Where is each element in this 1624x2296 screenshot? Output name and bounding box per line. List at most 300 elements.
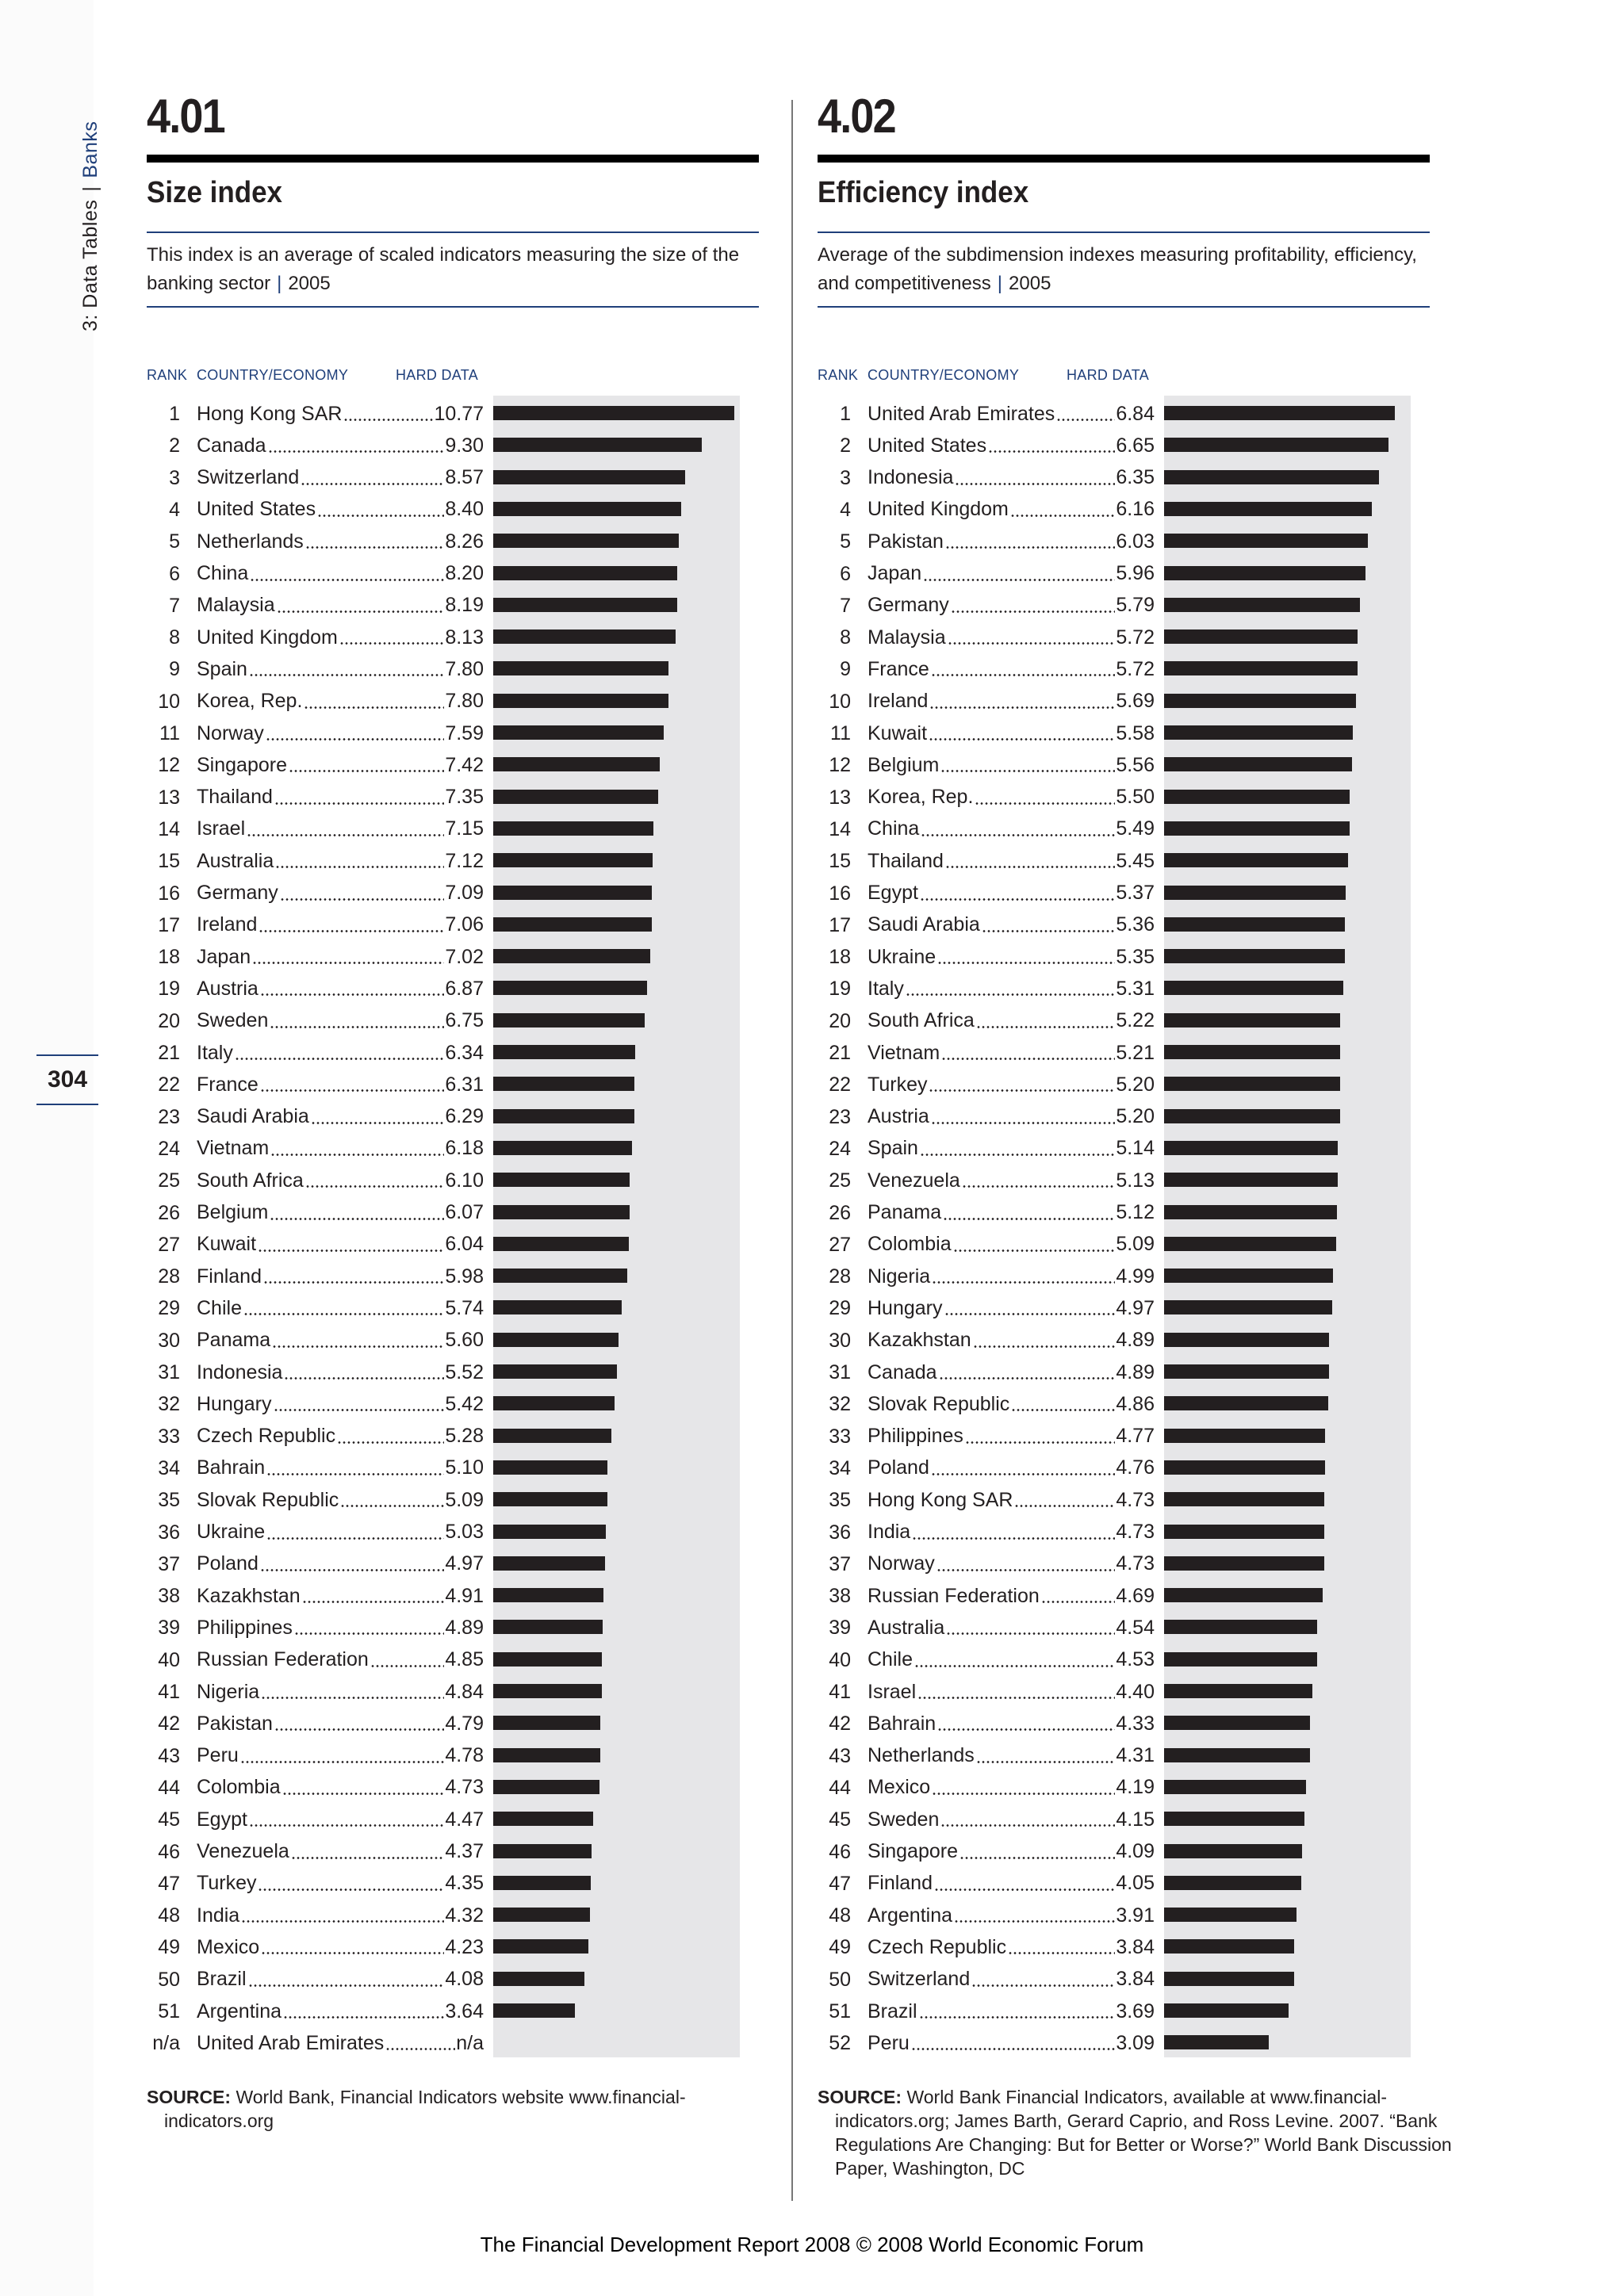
dot-leader <box>929 1089 1115 1092</box>
table-row <box>818 2027 1430 2059</box>
hard-data-value: 8.26 <box>445 530 484 553</box>
country-name: South Africa <box>197 1169 304 1192</box>
table-row <box>818 1931 1430 1963</box>
table-row <box>818 462 1430 494</box>
value-bar <box>1164 917 1345 932</box>
country-value-cell <box>197 398 484 430</box>
country-value-cell <box>197 2027 484 2059</box>
country-name: Mexico <box>868 1776 931 1799</box>
value-bar <box>493 1460 607 1475</box>
country-name: United Arab Emirates <box>868 402 1055 425</box>
value-bar <box>1164 629 1358 644</box>
hard-data-value: 4.85 <box>445 1648 484 1671</box>
hard-data-value: 4.73 <box>445 1776 484 1799</box>
value-bar <box>1164 2003 1289 2018</box>
country-value-cell <box>868 398 1155 430</box>
country-value-cell <box>868 526 1155 557</box>
value-bar <box>1164 1364 1329 1379</box>
table-row <box>818 941 1430 973</box>
country-value-cell <box>197 1452 484 1484</box>
country-value-cell <box>868 1069 1155 1100</box>
country-value-cell <box>868 430 1155 461</box>
header-country: COUNTRY/ECONOMY <box>197 367 349 383</box>
hard-data-value: 4.53 <box>1116 1648 1155 1671</box>
country-value-cell <box>197 1133 484 1165</box>
rank-cell: 48 <box>158 1904 180 1927</box>
hard-data-value: 5.45 <box>1116 849 1155 872</box>
country-name: Czech Republic <box>197 1425 336 1448</box>
country-value-cell <box>868 1165 1155 1196</box>
table-row <box>818 718 1430 749</box>
table-row <box>818 653 1430 685</box>
country-name: United Kingdom <box>197 626 338 649</box>
table-row <box>147 1325 759 1357</box>
hard-data-value: 3.09 <box>1116 2031 1155 2054</box>
value-bar <box>1164 1141 1338 1155</box>
country-name: Belgium <box>868 753 940 776</box>
description-rule <box>818 306 1430 308</box>
margin-strip <box>0 0 94 2296</box>
dot-leader <box>945 546 1115 549</box>
country-value-cell <box>868 558 1155 590</box>
rank-cell: 19 <box>158 978 180 1001</box>
country-name: Canada <box>197 434 266 457</box>
rank-cell: 46 <box>158 1840 180 1863</box>
rank-cell: 43 <box>158 1744 180 1767</box>
value-bar <box>493 1333 619 1347</box>
country-name: Israel <box>868 1680 917 1703</box>
country-value-cell <box>868 718 1155 749</box>
dot-leader <box>261 1952 444 1954</box>
table-row <box>147 1005 759 1037</box>
table-row <box>818 1261 1430 1292</box>
value-bar <box>493 1364 617 1379</box>
country-value-cell <box>868 1548 1155 1580</box>
rank-cell: 2 <box>169 434 180 457</box>
hard-data-value: 7.35 <box>445 786 484 809</box>
country-value-cell <box>868 1133 1155 1165</box>
dot-leader <box>939 1377 1116 1380</box>
country-value-cell <box>868 1101 1155 1133</box>
country-name: Singapore <box>197 753 287 776</box>
dot-leader <box>317 515 444 517</box>
table-row <box>818 782 1430 813</box>
country-value-cell <box>197 1772 484 1804</box>
hard-data-value: 8.40 <box>445 498 484 521</box>
dot-leader <box>929 738 1115 740</box>
rank-cell: 25 <box>158 1169 180 1192</box>
table-number: 4.01 <box>147 90 224 143</box>
rank-cell: 23 <box>829 1105 851 1128</box>
value-bar <box>1164 1588 1323 1602</box>
table-row <box>147 1197 759 1229</box>
country-value-cell <box>197 494 484 526</box>
country-value-cell <box>197 1357 484 1388</box>
country-value-cell <box>197 973 484 1004</box>
country-value-cell <box>868 2027 1155 2059</box>
value-bar <box>493 790 658 804</box>
table-row <box>147 973 759 1004</box>
country-value-cell <box>868 782 1155 813</box>
table-row <box>147 398 759 430</box>
rank-cell: 14 <box>829 817 851 840</box>
dot-leader <box>921 834 1115 836</box>
country-name: Bahrain <box>868 1712 936 1735</box>
country-name: Indonesia <box>868 466 954 489</box>
value-bar <box>493 1045 635 1059</box>
description-text: Average of the subdimension indexes measuring profitability, efficiency, and competitiveness <box>818 244 1417 294</box>
value-bar <box>1164 1173 1338 1187</box>
country-value-cell <box>197 1964 484 1996</box>
table-row <box>818 1388 1430 1420</box>
rank-cell: 34 <box>158 1456 180 1479</box>
table-row <box>147 1165 759 1196</box>
value-bar <box>493 1684 602 1698</box>
country-name: Turkey <box>197 1872 257 1895</box>
hard-data-value: 7.15 <box>445 817 484 840</box>
dot-leader <box>249 1824 444 1827</box>
table-row <box>818 1644 1430 1676</box>
dot-leader <box>289 770 444 772</box>
hard-data-value: 7.80 <box>445 690 484 713</box>
country-name: Colombia <box>868 1233 952 1256</box>
dot-leader <box>282 1793 445 1795</box>
dot-leader <box>1011 1409 1115 1411</box>
table-row <box>147 718 759 749</box>
value-bar <box>493 661 668 675</box>
table-row <box>147 909 759 941</box>
country-value-cell <box>197 845 484 877</box>
rank-cell: 18 <box>158 946 180 969</box>
section-name: 3: Data Tables <box>79 199 102 331</box>
dot-leader <box>260 1569 444 1571</box>
value-bar <box>493 1748 600 1762</box>
rank-cell: 4 <box>169 498 180 521</box>
rank-cell: 21 <box>829 1042 851 1064</box>
country-value-cell <box>197 1037 484 1069</box>
country-name: Hungary <box>197 1392 272 1415</box>
country-value-cell <box>868 1644 1155 1676</box>
country-value-cell <box>868 941 1155 973</box>
dot-leader <box>302 1601 445 1603</box>
country-value-cell <box>868 1325 1155 1357</box>
table-row <box>147 1644 759 1676</box>
value-bar <box>1164 821 1350 836</box>
country-value-cell <box>197 1388 484 1420</box>
dot-leader <box>370 1665 445 1667</box>
hard-data-value: 4.78 <box>445 1744 484 1767</box>
rank-cell: 50 <box>829 1968 851 1991</box>
value-bar <box>493 1013 645 1027</box>
table-row <box>818 1229 1430 1261</box>
dot-leader <box>294 1632 444 1635</box>
table-row <box>147 558 759 590</box>
country-name: Brazil <box>197 1968 247 1991</box>
country-value-cell <box>868 1452 1155 1484</box>
table-row <box>818 1005 1430 1037</box>
country-value-cell <box>197 1229 484 1261</box>
value-bar <box>1164 1620 1317 1634</box>
value-bar <box>1164 438 1388 452</box>
table-row <box>818 813 1430 845</box>
hard-data-value: 5.72 <box>1116 657 1155 680</box>
country-value-cell <box>197 622 484 653</box>
dot-leader <box>252 962 444 964</box>
country-name: United Kingdom <box>868 498 1009 521</box>
country-value-cell <box>868 1740 1155 1772</box>
value-bar <box>493 981 647 995</box>
hard-data-value: 5.42 <box>445 1392 484 1415</box>
dot-leader <box>973 1345 1116 1348</box>
dot-leader <box>311 1122 445 1124</box>
rank-cell: 33 <box>829 1425 851 1448</box>
country-name: Australia <box>868 1616 945 1639</box>
hard-data-value: 4.79 <box>445 1712 484 1735</box>
rank-cell: 27 <box>829 1233 851 1256</box>
hard-data-value: 7.42 <box>445 753 484 776</box>
dot-leader <box>270 1026 444 1028</box>
value-bar <box>493 470 685 484</box>
table-row <box>147 653 759 685</box>
table-row <box>818 1548 1430 1580</box>
country-name: Venezuela <box>197 1840 289 1862</box>
dot-leader <box>923 579 1115 581</box>
rank-cell: 16 <box>158 882 180 905</box>
country-name: Slovak Republic <box>197 1488 339 1511</box>
hard-data-value: 6.84 <box>1116 402 1155 425</box>
country-value-cell <box>868 1292 1155 1324</box>
country-value-cell <box>197 653 484 685</box>
country-value-cell <box>197 813 484 845</box>
country-value-cell <box>197 1325 484 1357</box>
rank-cell: 31 <box>158 1361 180 1383</box>
section-separator: | <box>79 186 102 192</box>
source-text: World Bank, Financial Indicators website www.financial-indicators.org <box>164 2087 686 2131</box>
rank-cell: 49 <box>158 1936 180 1959</box>
table-row <box>147 1517 759 1548</box>
country-name: Vietnam <box>197 1137 270 1160</box>
rank-cell: 18 <box>829 946 851 969</box>
country-name: Ukraine <box>197 1521 266 1543</box>
value-bar <box>493 1939 588 1954</box>
rank-cell: 40 <box>829 1648 851 1671</box>
value-bar <box>493 949 650 963</box>
hard-data-value: 6.04 <box>445 1233 484 1256</box>
country-name: Korea, Rep. <box>197 690 303 713</box>
country-value-cell <box>868 1996 1155 2027</box>
country-value-cell <box>197 1804 484 1835</box>
table-row <box>147 1708 759 1739</box>
rank-cell: 37 <box>829 1552 851 1575</box>
rank-cell: 25 <box>829 1169 851 1192</box>
hard-data-value: 4.23 <box>445 1935 484 1958</box>
hard-data-value: 4.86 <box>1116 1392 1155 1415</box>
hard-data-value: 4.33 <box>1116 1712 1155 1735</box>
country-value-cell <box>197 1644 484 1676</box>
header-hard-data: HARD DATA <box>1067 367 1150 383</box>
hard-data-value: 4.77 <box>1116 1425 1155 1448</box>
country-value-cell <box>868 1804 1155 1835</box>
country-name: Slovak Republic <box>868 1392 1010 1415</box>
dot-leader <box>274 1409 445 1411</box>
source-label: SOURCE: <box>818 2087 902 2107</box>
dot-leader <box>258 1249 444 1252</box>
country-name: Russian Federation <box>197 1648 369 1671</box>
country-value-cell <box>868 1676 1155 1708</box>
dot-leader <box>249 674 444 676</box>
hard-data-value: 4.89 <box>445 1616 484 1639</box>
table-row <box>818 1325 1430 1357</box>
country-name: France <box>197 1073 259 1096</box>
country-value-cell <box>868 1708 1155 1739</box>
rank-cell: 4 <box>840 498 851 521</box>
rank-cell: 7 <box>169 594 180 617</box>
dot-leader <box>385 2048 455 2050</box>
rank-cell: 12 <box>829 754 851 777</box>
country-value-cell <box>868 1580 1155 1612</box>
country-name: Russian Federation <box>868 1584 1040 1607</box>
dot-leader <box>948 642 1116 645</box>
hard-data-value: 5.98 <box>445 1265 484 1288</box>
value-bar <box>493 566 677 580</box>
country-value-cell <box>197 1197 484 1229</box>
country-name: Norway <box>868 1552 935 1575</box>
country-value-cell <box>197 749 484 781</box>
source-note <box>818 2085 1461 2180</box>
hard-data-value: 6.75 <box>445 1009 484 1032</box>
country-name: Peru <box>868 2031 910 2054</box>
table-row <box>818 686 1430 718</box>
dot-leader <box>247 834 444 836</box>
dot-leader <box>277 610 445 613</box>
dot-leader <box>274 802 444 805</box>
rank-cell: 11 <box>159 722 180 744</box>
value-bar <box>493 406 734 420</box>
dot-leader <box>931 1122 1116 1124</box>
dot-leader <box>260 1089 445 1092</box>
hard-data-value: 6.18 <box>445 1137 484 1160</box>
dot-leader <box>941 1058 1115 1060</box>
country-name: Sweden <box>868 1808 940 1831</box>
dot-leader <box>932 1281 1115 1284</box>
country-value-cell <box>197 1868 484 1900</box>
hard-data-value: 5.74 <box>445 1296 484 1319</box>
table-row <box>818 1197 1430 1229</box>
hard-data-value: 5.60 <box>445 1329 484 1352</box>
description-separator: | <box>277 273 282 294</box>
dot-leader <box>929 706 1115 709</box>
description-text: This index is an average of scaled indicators measuring the size of the banking sector <box>147 244 740 294</box>
dot-leader <box>975 802 1115 805</box>
table-description <box>818 241 1430 298</box>
table-row <box>818 1292 1430 1324</box>
country-name: Malaysia <box>197 594 275 617</box>
rank-cell: 17 <box>829 913 851 936</box>
country-name: Finland <box>868 1872 933 1895</box>
table-row <box>147 1804 759 1835</box>
country-name: Turkey <box>868 1073 928 1096</box>
country-name: Poland <box>868 1456 929 1479</box>
hard-data-value: 8.19 <box>445 594 484 617</box>
country-name: India <box>197 1904 240 1927</box>
value-bar <box>493 725 664 740</box>
country-value-cell <box>868 1772 1155 1804</box>
hard-data-value: 3.64 <box>445 1999 484 2022</box>
country-name: Czech Republic <box>868 1935 1007 1958</box>
dot-leader <box>953 1249 1116 1252</box>
dot-leader <box>1010 515 1115 517</box>
value-bar <box>1164 949 1345 963</box>
table-row <box>818 1165 1430 1196</box>
hard-data-value: 4.09 <box>1116 1840 1155 1862</box>
table-row <box>147 1836 759 1868</box>
country-value-cell <box>868 1964 1155 1996</box>
country-name: Argentina <box>868 1904 953 1927</box>
country-name: Peru <box>197 1744 239 1767</box>
value-bar <box>1164 1077 1340 1091</box>
rank-cell: 32 <box>158 1393 180 1416</box>
country-value-cell <box>197 1292 484 1324</box>
rank-cell: 20 <box>829 1009 851 1032</box>
value-bar <box>493 629 676 644</box>
description-rule <box>147 306 759 308</box>
country-value-cell <box>868 1197 1155 1229</box>
hard-data-value: 3.84 <box>1116 1935 1155 1958</box>
table-title: Size index <box>147 176 282 209</box>
value-bar <box>493 1205 630 1219</box>
rank-cell: 38 <box>829 1585 851 1608</box>
country-name: United States <box>197 498 316 521</box>
dot-leader <box>266 738 445 740</box>
value-bar <box>1164 1109 1340 1123</box>
rank-cell: 15 <box>158 850 180 873</box>
dot-leader <box>955 483 1115 485</box>
table-row <box>147 1580 759 1612</box>
dot-leader <box>912 1537 1115 1540</box>
table-row <box>818 909 1430 941</box>
country-value-cell <box>197 1005 484 1037</box>
table-row <box>147 1133 759 1165</box>
value-bar <box>493 757 660 771</box>
country-name: Hong Kong SAR <box>197 402 343 425</box>
table-row <box>147 1261 759 1292</box>
value-bar <box>493 1652 602 1667</box>
hard-data-value: 8.57 <box>445 466 484 489</box>
country-value-cell <box>868 1836 1155 1868</box>
rank-cell: 22 <box>158 1073 180 1096</box>
header-hard-data: HARD DATA <box>396 367 479 383</box>
dot-leader <box>965 1441 1115 1444</box>
value-bar <box>1164 1908 1297 1922</box>
rank-cell: 44 <box>829 1776 851 1799</box>
rank-cell: 27 <box>158 1233 180 1256</box>
rank-cell: 45 <box>158 1808 180 1831</box>
country-value-cell <box>868 1357 1155 1388</box>
rank-cell: 5 <box>840 530 851 553</box>
page-number: 304 <box>36 1054 98 1105</box>
country-name: Saudi Arabia <box>197 1105 309 1128</box>
value-bar <box>1164 1780 1306 1794</box>
rank-cell: 47 <box>829 1872 851 1895</box>
value-bar <box>1164 1556 1324 1571</box>
table-panel-efficiency-index <box>818 0 1452 2204</box>
rank-cell: 49 <box>829 1936 851 1959</box>
rank-cell: 46 <box>829 1840 851 1863</box>
rank-cell: 13 <box>829 786 851 809</box>
country-name: Sweden <box>197 1009 269 1032</box>
source-note <box>147 2085 791 2133</box>
rank-cell: 52 <box>829 2032 851 2055</box>
